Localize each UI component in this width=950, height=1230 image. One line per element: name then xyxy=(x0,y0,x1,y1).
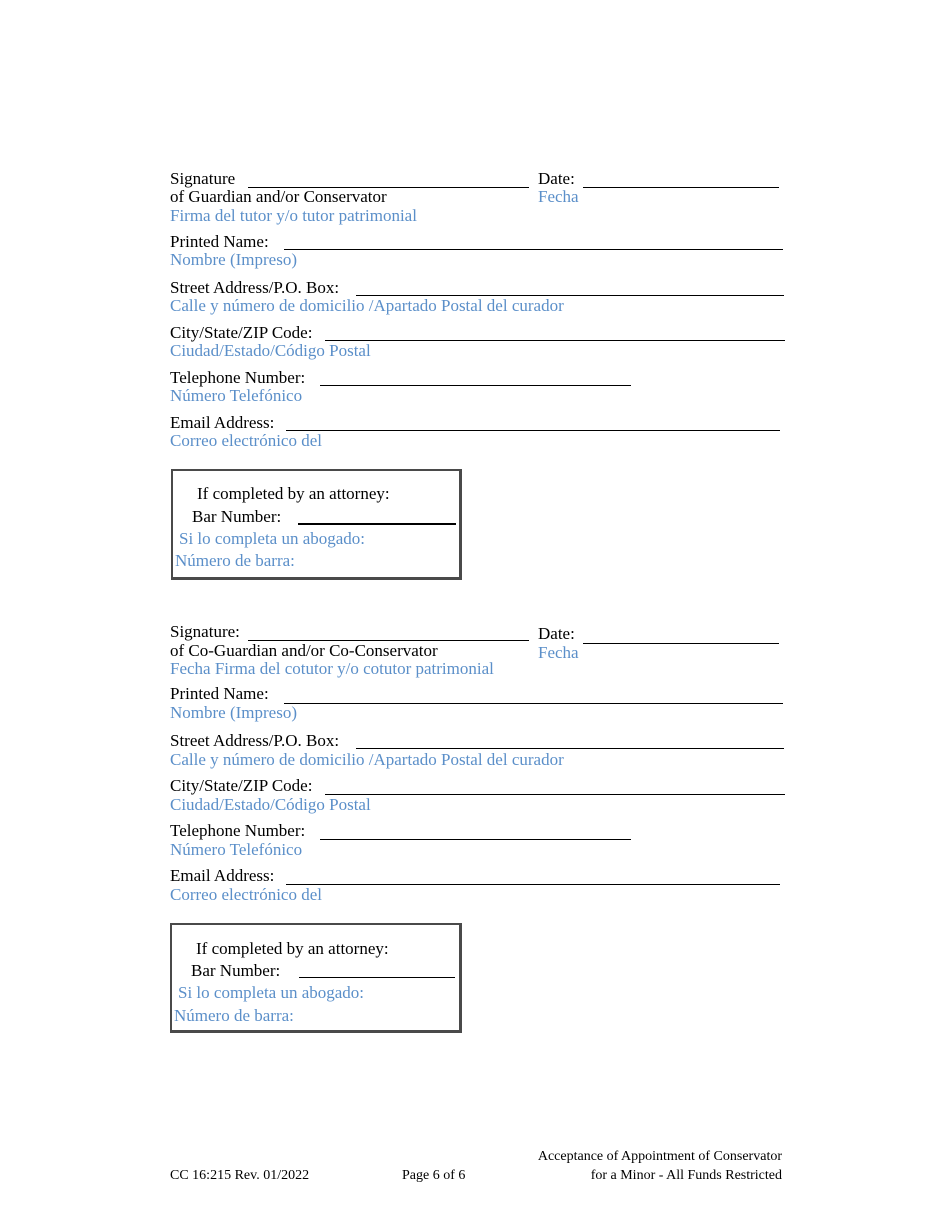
attorney-box xyxy=(171,469,462,580)
date-label-es: Fecha xyxy=(538,187,579,206)
co-signature-sub-label: of Co-Guardian and/or Co-Conservator xyxy=(170,641,438,660)
printed-name-label-es: Nombre (Impreso) xyxy=(170,250,297,269)
co-city-state-zip-label: City/State/ZIP Code: xyxy=(170,776,313,795)
co-date-label: Date: xyxy=(538,624,575,643)
printed-name-field[interactable] xyxy=(284,249,783,250)
attorney-label: If completed by an attorney: xyxy=(197,484,390,503)
signature-label-es: Firma del tutor y/o tutor patrimonial xyxy=(170,206,417,225)
co-telephone-label-es: Número Telefónico xyxy=(170,840,303,859)
co-city-state-zip-label-es: Ciudad/Estado/Código Postal xyxy=(170,795,371,814)
bar-number-label: Bar Number: xyxy=(192,507,282,526)
co-bar-number-field[interactable] xyxy=(299,977,455,978)
city-state-zip-field[interactable] xyxy=(325,340,785,341)
bar-number-label-es: Número de barra: xyxy=(175,551,295,570)
co-signature-label: Signature: xyxy=(170,622,240,641)
signature-label: Signature xyxy=(170,169,236,188)
email-field[interactable] xyxy=(286,430,780,431)
co-attorney-box xyxy=(170,923,462,1033)
form-title-line2: for a Minor - All Funds Restricted xyxy=(590,1168,782,1183)
co-street-address-label-es: Calle y número de domicilio /Apartado Postal del curador xyxy=(170,750,564,769)
email-label: Email Address: xyxy=(170,413,275,432)
co-email-label-es: Correo electrónico del xyxy=(170,885,322,904)
page-number: Page 6 of 6 xyxy=(402,1168,466,1183)
co-bar-number-label: Bar Number: xyxy=(191,961,281,980)
city-state-zip-label-es: Ciudad/Estado/Código Postal xyxy=(170,341,371,360)
attorney-label-es: Si lo completa un abogado: xyxy=(179,529,366,548)
co-signature-label-es: Fecha Firma del cotutor y/o cotutor patrimonial xyxy=(170,659,494,678)
form-title-line1: Acceptance of Appointment of Conservator xyxy=(537,1149,782,1164)
co-date-field[interactable] xyxy=(583,643,779,644)
printed-name-label: Printed Name: xyxy=(170,232,269,251)
telephone-label: Telephone Number: xyxy=(170,368,306,387)
co-email-field[interactable] xyxy=(286,884,780,885)
form-id: CC 16:215 Rev. 01/2022 xyxy=(170,1168,310,1183)
date-field[interactable] xyxy=(583,187,779,188)
telephone-label-es: Número Telefónico xyxy=(170,386,303,405)
co-street-address-label: Street Address/P.O. Box: xyxy=(170,731,340,750)
bar-number-field[interactable] xyxy=(298,523,456,525)
co-bar-number-label-es: Número de barra: xyxy=(174,1006,294,1025)
co-email-label: Email Address: xyxy=(170,866,275,885)
signature-sub-label: of Guardian and/or Conservator xyxy=(170,187,387,206)
co-attorney-label-es: Si lo completa un abogado: xyxy=(178,983,365,1002)
co-printed-name-label-es: Nombre (Impreso) xyxy=(170,703,297,722)
co-printed-name-field[interactable] xyxy=(284,703,783,704)
co-date-label-es: Fecha xyxy=(538,643,579,662)
co-city-state-zip-field[interactable] xyxy=(325,794,785,795)
co-telephone-label: Telephone Number: xyxy=(170,821,306,840)
street-address-label: Street Address/P.O. Box: xyxy=(170,278,340,297)
city-state-zip-label: City/State/ZIP Code: xyxy=(170,323,313,342)
co-printed-name-label: Printed Name: xyxy=(170,684,269,703)
telephone-field[interactable] xyxy=(320,385,631,386)
co-street-address-field[interactable] xyxy=(356,748,784,749)
street-address-label-es: Calle y número de domicilio /Apartado Postal del curador xyxy=(170,296,564,315)
date-label: Date: xyxy=(538,169,575,188)
email-label-es: Correo electrónico del xyxy=(170,431,322,450)
co-telephone-field[interactable] xyxy=(320,839,631,840)
co-attorney-label: If completed by an attorney: xyxy=(196,939,389,958)
